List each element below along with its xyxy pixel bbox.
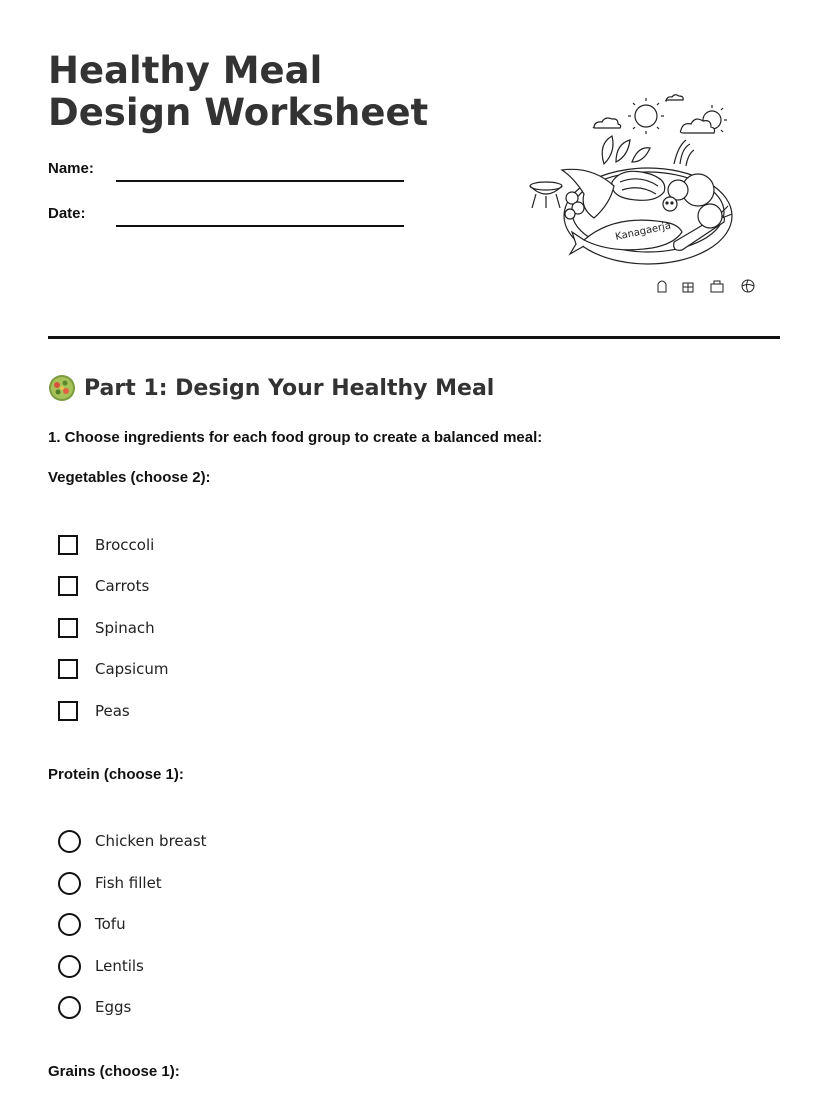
- option-label: Spinach: [95, 619, 155, 637]
- vegetable-option[interactable]: [58, 699, 130, 723]
- cloud-icon: [593, 118, 620, 128]
- part1-title: Part 1: Design Your Healthy Meal: [84, 375, 495, 401]
- option-label: Fish fillet: [95, 874, 162, 892]
- option-label: Carrots: [95, 577, 150, 595]
- worksheet-title: Healthy Meal Design Worksheet: [48, 49, 429, 134]
- vegetable-option[interactable]: [58, 574, 150, 598]
- checkbox[interactable]: [58, 618, 78, 638]
- protein-option[interactable]: [58, 912, 126, 936]
- radio-button[interactable]: [58, 996, 81, 1019]
- name-label: Name:: [48, 160, 94, 177]
- meal-plate-illustration: [524, 90, 764, 300]
- option-label: Capsicum: [95, 660, 169, 678]
- salad-bowl-icon: [48, 374, 76, 402]
- protein-option[interactable]: [58, 995, 132, 1019]
- checkbox[interactable]: [58, 701, 78, 721]
- protein-option[interactable]: [58, 829, 207, 853]
- vegetables-label: Vegetables (choose 2):: [48, 469, 211, 486]
- sun-cloud-icon: [680, 105, 727, 133]
- vegetable-option[interactable]: [58, 616, 155, 640]
- grill-icon: [530, 182, 562, 208]
- protein-option[interactable]: [58, 871, 162, 895]
- vegetable-option[interactable]: [58, 533, 155, 557]
- checkbox[interactable]: [58, 659, 78, 679]
- radio-button[interactable]: [58, 872, 81, 895]
- radio-button[interactable]: [58, 913, 81, 936]
- sun-icon: [628, 98, 664, 134]
- protein-option[interactable]: [58, 954, 144, 978]
- option-label: Lentils: [95, 957, 144, 975]
- option-label: Broccoli: [95, 536, 155, 554]
- radio-button[interactable]: [58, 830, 81, 853]
- name-line[interactable]: [116, 180, 404, 182]
- radio-button[interactable]: [58, 955, 81, 978]
- plate-text: Kanagaerja: [614, 220, 673, 243]
- date-line[interactable]: [116, 225, 404, 227]
- checkbox[interactable]: [58, 576, 78, 596]
- vegetable-option[interactable]: [58, 657, 169, 681]
- question-1: 1. Choose ingredients for each food group to create a balanced meal:: [48, 429, 543, 446]
- small-icons-row: [658, 280, 754, 292]
- option-label: Chicken breast: [95, 832, 207, 850]
- part1-header: [48, 374, 494, 402]
- checkbox[interactable]: [58, 535, 78, 555]
- option-label: Tofu: [95, 915, 126, 933]
- grains-label: Grains (choose 1):: [48, 1063, 180, 1080]
- protein-label: Protein (choose 1):: [48, 766, 184, 783]
- option-label: Eggs: [95, 998, 132, 1016]
- option-label: Peas: [95, 702, 130, 720]
- section-divider: [48, 336, 780, 339]
- cloud-small-icon: [666, 95, 683, 101]
- date-label: Date:: [48, 205, 86, 222]
